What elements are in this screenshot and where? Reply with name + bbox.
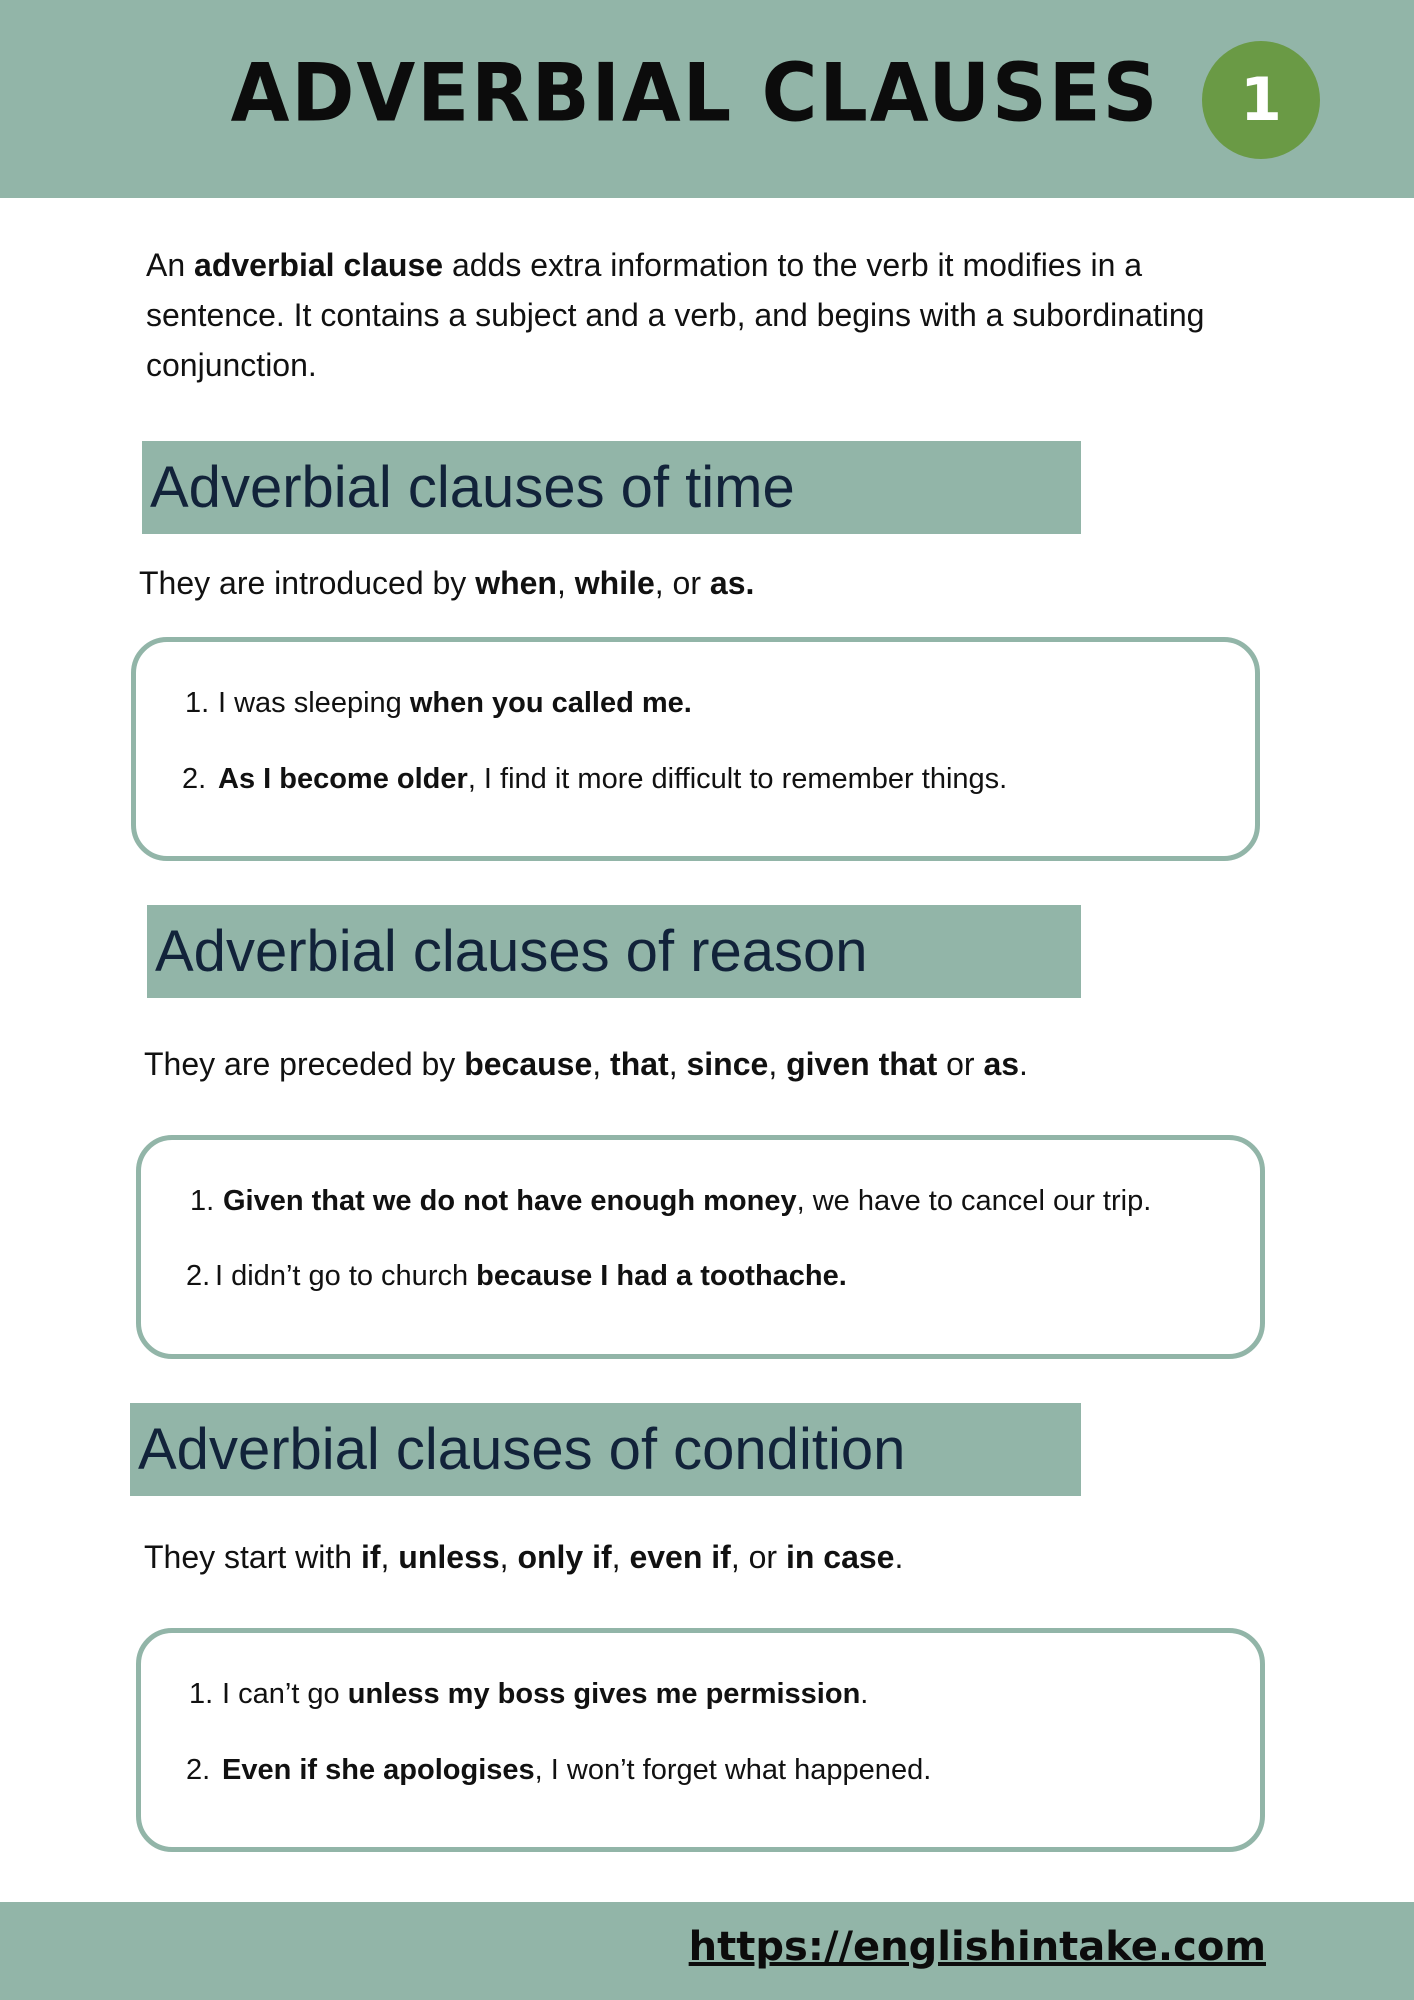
example-box-time: [131, 637, 1260, 861]
intro-paragraph: [146, 240, 1266, 390]
example-number: 1.: [185, 687, 210, 719]
conjunction: that: [610, 1046, 669, 1082]
example-item: [182, 763, 1007, 796]
desc-text: ,: [611, 1539, 630, 1575]
intro-text: An: [146, 247, 195, 283]
section-heading-condition: Adverbial clauses of condition: [130, 1403, 1081, 1496]
intro-text: adds extra information to the verb it modifies in a sentence. It contains a subject and a verb, and begins with a subordinating conjunction.: [146, 247, 1205, 383]
example-text: I didn’t go to church: [215, 1260, 477, 1292]
intro-term: adverbial clause: [194, 247, 444, 283]
example-box-condition: [136, 1628, 1265, 1852]
example-clause: unless my boss gives me permission: [347, 1678, 861, 1710]
desc-text: or: [937, 1046, 984, 1082]
conjunction: when: [475, 565, 557, 601]
header-banner: [0, 0, 1414, 198]
example-item: [186, 1260, 847, 1293]
example-clause: Even if she apologises: [222, 1754, 535, 1786]
conjunction: if: [360, 1539, 381, 1575]
section-description-time: [139, 565, 754, 602]
conjunction: in case: [785, 1539, 895, 1575]
conjunction: only if: [517, 1539, 612, 1575]
desc-text: ,: [380, 1539, 399, 1575]
example-text: , we have to cancel our trip.: [796, 1185, 1152, 1217]
example-item: [186, 1754, 931, 1787]
desc-text: ,: [499, 1539, 518, 1575]
example-text: , I won’t forget what happened.: [534, 1754, 932, 1786]
desc-text: ,: [668, 1046, 687, 1082]
section-description-condition: [144, 1539, 903, 1576]
example-number: 1.: [189, 1678, 214, 1710]
desc-text: , or: [730, 1539, 786, 1575]
example-text: I can’t go: [222, 1678, 348, 1710]
desc-text: They start with: [144, 1539, 361, 1575]
example-number: 2.: [182, 763, 207, 795]
conjunction: since: [686, 1046, 769, 1082]
example-clause: As I become older: [218, 763, 468, 795]
desc-text: They are preceded by: [144, 1046, 465, 1082]
example-number: 1.: [190, 1185, 215, 1217]
desc-text: .: [894, 1539, 904, 1575]
conjunction: even if: [629, 1539, 731, 1575]
desc-text: ,: [768, 1046, 787, 1082]
section-description-reason: [144, 1046, 1028, 1083]
example-number: 2.: [186, 1260, 211, 1292]
example-clause: when you called me.: [409, 687, 692, 719]
example-item: [189, 1678, 868, 1711]
desc-text: , or: [654, 565, 710, 601]
website-link[interactable]: https://englishintake.com: [688, 1924, 1266, 1970]
section-heading-time: Adverbial clauses of time: [142, 441, 1081, 534]
example-box-reason: [136, 1135, 1265, 1359]
conjunction: given that: [786, 1046, 938, 1082]
desc-text: ,: [556, 565, 575, 601]
desc-text: They are introduced by: [139, 565, 476, 601]
conjunction: because: [464, 1046, 593, 1082]
desc-text: .: [1019, 1046, 1028, 1082]
conjunction: while: [574, 565, 655, 601]
example-number: 2.: [186, 1754, 211, 1786]
conjunction: as: [983, 1046, 1020, 1082]
example-clause: because I had a toothache.: [476, 1260, 847, 1292]
footer-banner: [0, 1902, 1414, 2000]
example-item: [190, 1185, 1151, 1218]
example-clause: Given that we do not have enough money: [223, 1185, 797, 1217]
desc-text: ,: [592, 1046, 611, 1082]
page-number-badge: 1: [1202, 41, 1320, 159]
example-text: I was sleeping: [218, 687, 410, 719]
conjunction: as.: [709, 565, 755, 601]
example-text: , I find it more difficult to remember things.: [467, 763, 1008, 795]
example-item: [185, 687, 692, 720]
example-text: .: [860, 1678, 869, 1710]
section-heading-reason: Adverbial clauses of reason: [147, 905, 1081, 998]
conjunction: unless: [398, 1539, 500, 1575]
page-title: ADVERBIAL CLAUSES: [230, 45, 1160, 140]
